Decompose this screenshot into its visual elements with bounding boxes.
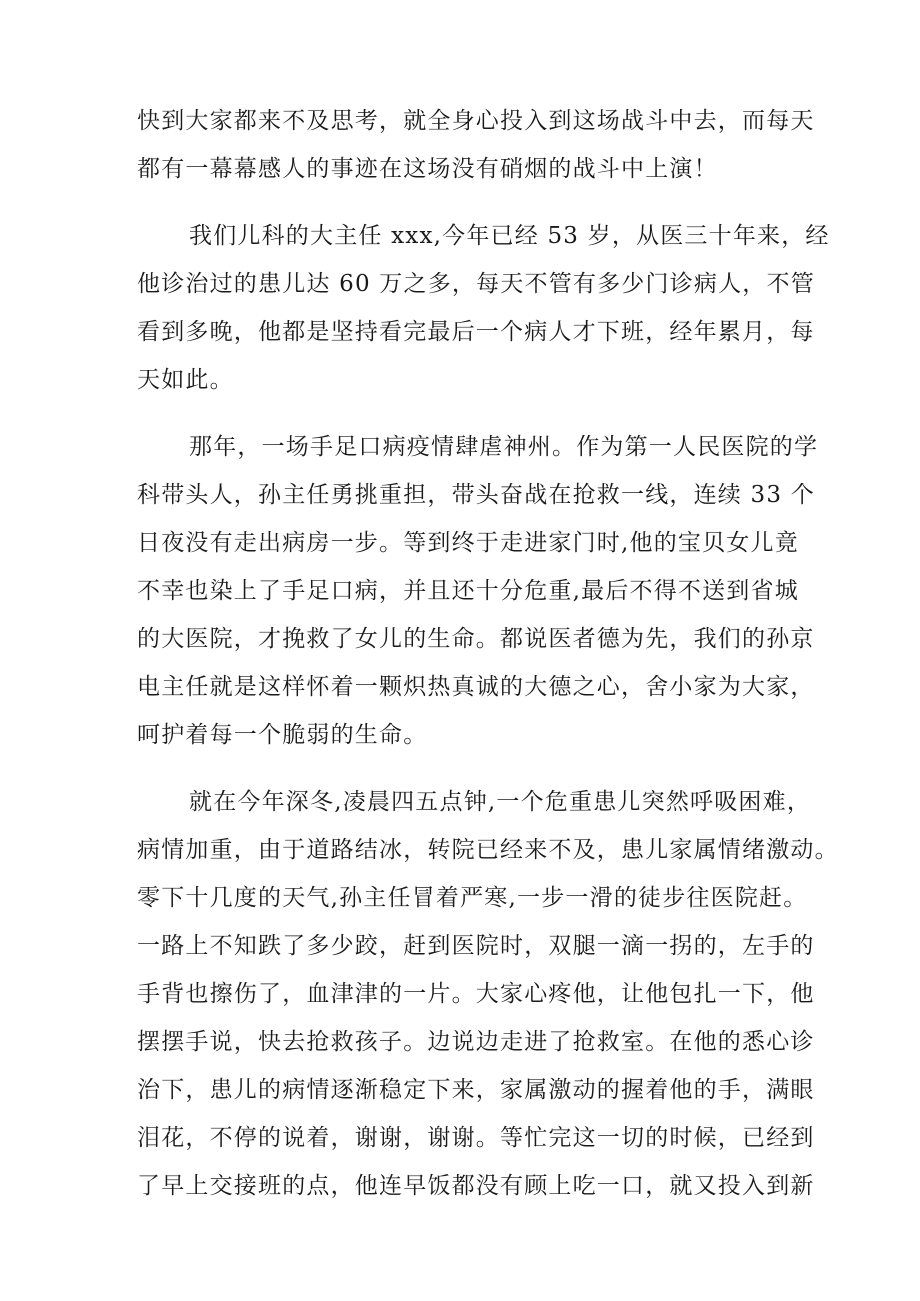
- text-line: 看到多晚，他都是坚持看完最后一个病人才下班，经年累月，每: [137, 319, 815, 345]
- document-body: [137, 97, 839, 1229]
- text-line: 泪花，不停的说着，谢谢，谢谢。等忙完这一切的时候，已经到: [137, 1125, 815, 1151]
- text-line: 他诊治过的患儿达 60 万之多，每天不管有多少门诊病人，不管: [137, 271, 815, 297]
- text-line: 呵护着每一个脆弱的生命。: [137, 722, 428, 748]
- paragraph-continuation: [137, 97, 815, 193]
- text-line: 电主任就是这样怀着一颗炽热真诚的大德之心，舍小家为大家，: [137, 674, 815, 700]
- text-line: 一路上不知跌了多少跤，赶到医院时，双腿一滴一拐的，左手的: [137, 933, 815, 959]
- text-line: 日夜没有走出病房一步。等到终于走进家门时,他的宝贝女儿竟: [137, 530, 799, 556]
- text-line: 天如此。: [137, 367, 234, 393]
- text-line: 的大医院，才挽救了女儿的生命。都说医者德为先，我们的孙京: [137, 626, 815, 652]
- text-line: 摆摆手说，快去抢救孩子。边说边走进了抢救室。在他的悉心诊: [137, 1029, 815, 1055]
- text-line: 零下十几度的天气,孙主任冒着严寒,一步一滑的徒步往医院赶。: [137, 885, 808, 911]
- text-line: 科带头人，孙主任勇挑重担，带头奋战在抢救一线，连续 33 个: [137, 482, 815, 508]
- text-line: 快到大家都来不及思考，就全身心投入到这场战斗中去，而每天: [137, 108, 815, 134]
- paragraph-director-intro: [137, 212, 830, 404]
- text-line: 就在今年深冬,凌晨四五点钟,一个危重患儿突然呼吸困难，: [189, 789, 812, 815]
- text-line: 治下，患儿的病情逐渐稳定下来，家属激动的握着他的手，满眼: [137, 1077, 815, 1103]
- text-line: 我们儿科的大主任 xxx,今年已经 53 岁，从医三十年来，经: [189, 223, 830, 249]
- text-line: 都有一幕幕感人的事迹在这场没有硝烟的战斗中上演！: [137, 156, 718, 182]
- text-line: 那年，一场手足口病疫情肆虐神州。作为第一人民医院的学: [189, 434, 819, 460]
- text-line: 病情加重，由于道路结冰，转院已经来不及，患儿家属情绪激动。: [137, 837, 839, 863]
- text-line: 手背也擦伤了，血津津的一片。大家心疼他，让他包扎一下，他: [137, 981, 815, 1007]
- text-line: 不幸也染上了手足口病，并且还十分危重,最后不得不送到省城: [137, 578, 799, 604]
- paragraph-epidemic: [137, 423, 819, 759]
- paragraph-winter-rescue: [137, 778, 839, 1210]
- text-line: 了早上交接班的点，他连早饭都没有顾上吃一口，就又投入到新: [137, 1173, 815, 1199]
